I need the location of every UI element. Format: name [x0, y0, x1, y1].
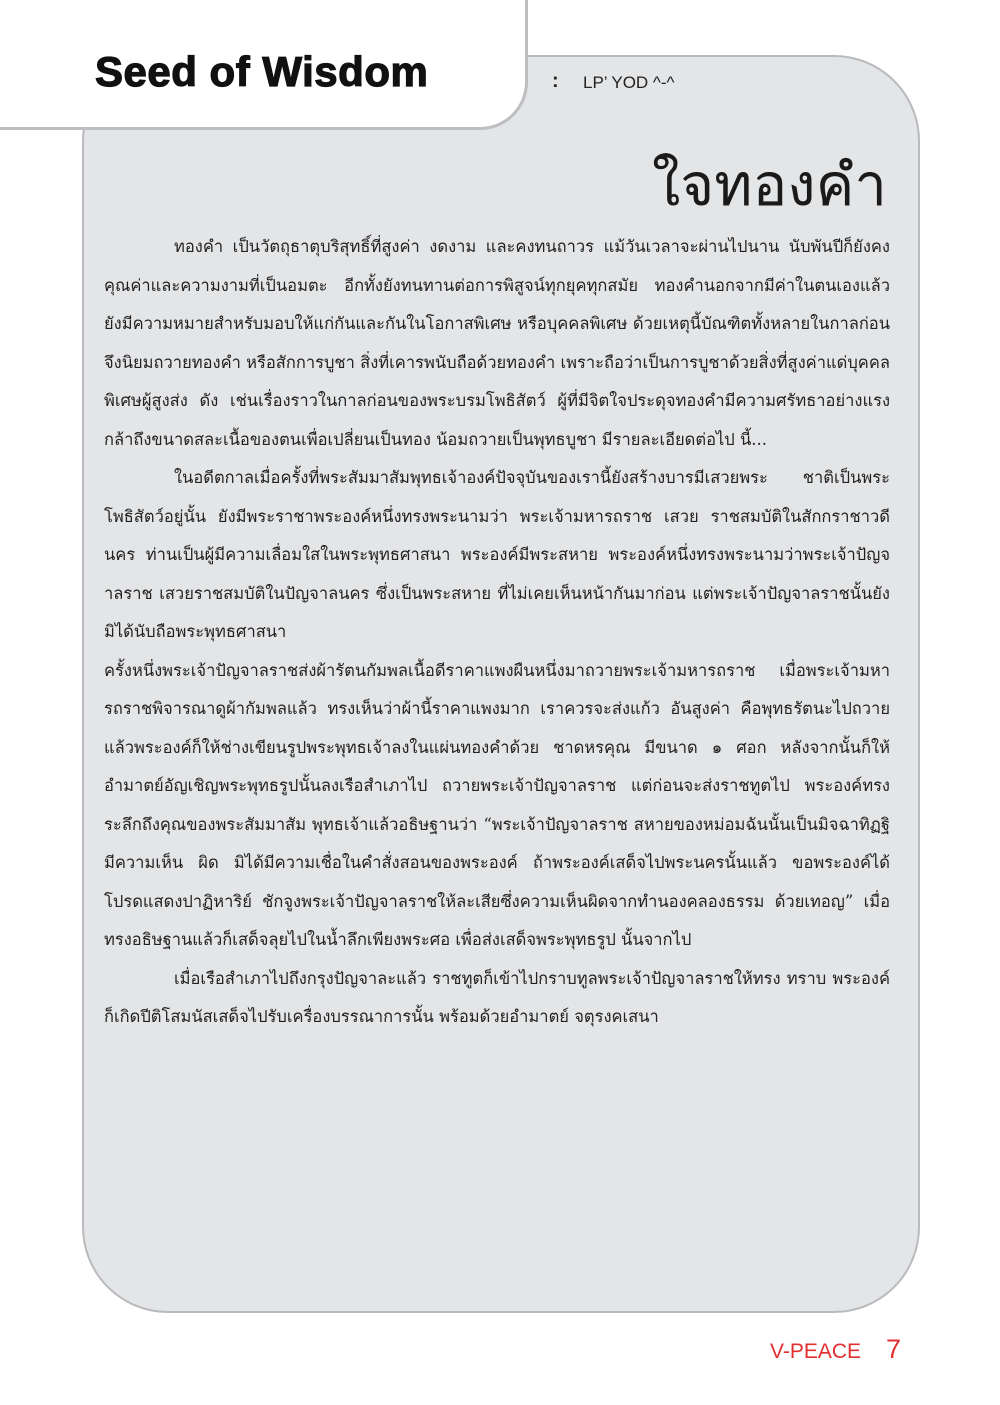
article-title: ใจทองคำ	[651, 151, 887, 219]
paragraph-1: ทองคำ เป็นวัตถุธาตุบริสุทธิ์ที่สูงค่า งดงาม และคงทนถาวร แม้วันเวลาจะผ่านไปนาน นับพันปีก็ยังคงคุณค่าและความงามที่เป็นอมตะ อีกทั้งยังทนทานต่อการพิสูจน์ทุกยุคทุกสมัย ทองคำนอกจากมีค่าในตนเองแล้ว ยังมีความหมายสำหรับมอบให้แก่กันและกันในโอกาสพิเศษ หรือบุคคลพิเศษ ด้วยเหตุนี้บัณฑิตทั้งหลายในกาลก่อนจึงนิยมถวายทองคำ หรือสักการบูชา สิ่งที่เคารพนับถือด้วยทองคำ เพราะถือว่าเป็นการบูชาด้วยสิ่งที่สูงค่าแด่บุคคลพิเศษผู้สูงส่ง ดัง เช่นเรื่องราวในกาลก่อนของพระบรมโพธิสัตว์ ผู้ที่มีจิตใจประดุจทองคำมีความศรัทธาอย่างแรง กล้าถึงขนาดสละเนื้อของตนเพื่อเปลี่ยนเป็นทอง น้อมถวายเป็นพุทธบูชา มีรายละเอียดต่อไป นี้...	[104, 237, 890, 449]
author-separator: :	[552, 70, 559, 92]
magazine-section-title: Seed of Wisdom	[95, 48, 429, 95]
author-name: LP’ YOD ^-^	[583, 73, 675, 92]
paragraph-4: เมื่อเรือสำเภาไปถึงกรุงปัญจาละแล้ว ราชทูตก็เข้าไปกราบทูลพระเจ้าปัญจาลราชให้ทรง ทราบ พระองค์ก็เกิดปีติโสมนัสเสด็จไปรับเครื่องบรรณาการนั้น พร้อมด้วยอำมาตย์ จตุรงคเสนา	[104, 968, 890, 1026]
footer-brand: V-PEACE	[770, 1340, 862, 1363]
page-number: 7	[886, 1334, 902, 1364]
paragraph-3: ครั้งหนึ่งพระเจ้าปัญจาลราชส่งผ้ารัตนกัมพลเนื้อดีราคาแพงผืนหนึ่งมาถวายพระเจ้ามหารถราช เมื่อพระเจ้ามหารถราชพิจารณาดูผ้ากัมพลแล้ว ทรงเห็นว่าผ้านี้ราคาแพงมาก เราควรจะส่งแก้ว อันสูงค่า คือพุทธรัตนะไปถวาย แล้วพระองค์ก็ให้ช่างเขียนรูปพระพุทธเจ้าลงในแผ่นทองคำด้วย ชาดหรคุณ มีขนาด ๑ ศอก หลังจากนั้นก็ให้อำมาตย์อัญเชิญพระพุทธรูปนั้นลงเรือสำเภาไป ถวายพระเจ้าปัญจาลราช แต่ก่อนจะส่งราชทูตไป พระองค์ทรงระลึกถึงคุณของพระสัมมาสัม พุทธเจ้าแล้วอธิษฐานว่า “พระเจ้าปัญจาลราช สหายของหม่อมฉันนั้นเป็นมิจฉาทิฏฐิมีความเห็น ผิด มิได้มีความเชื่อในคำสั่งสอนของพระองค์ ถ้าพระองค์เสด็จไปพระนครนั้นแล้ว ขอพระองค์ได้ โปรดแสดงปาฏิหาริย์ ชักจูงพระเจ้าปัญจาลราชให้ละเสียซึ่งความเห็นผิดจากทำนองคลองธรรม ด้วยเทอญ” เมื่อทรงอธิษฐานแล้วก็เสด็จลุยไปในน้ำลึกเพียงพระศอ เพื่อส่งเสด็จพระพุทธรูป นั้นจากไป	[104, 660, 890, 949]
article-body	[104, 228, 890, 1037]
paragraph-2: ในอดีตกาลเมื่อครั้งที่พระสัมมาสัมพุทธเจ้าองค์ปัจจุบันของเรานี้ยังสร้างบารมีเสวยพระ ชาติเป็นพระโพธิสัตว์อยู่นั้น ยังมีพระราชาพระองค์หนึ่งทรงพระนามว่า พระเจ้ามหารถราช เสวย ราชสมบัติในสักกราชาวดีนคร ท่านเป็นผู้มีความเลื่อมใสในพระพุทธศาสนา พระองค์มีพระสหาย พระองค์หนึ่งทรงพระนามว่าพระเจ้าปัญจาลราช เสวยราชสมบัติในปัญจาลนคร ซึ่งเป็นพระสหาย ที่ไม่เคยเห็นหน้ากันมาก่อน แต่พระเจ้าปัญจาลราชนั้นยังมิได้นับถือพระพุทธศาสนา	[104, 468, 890, 641]
